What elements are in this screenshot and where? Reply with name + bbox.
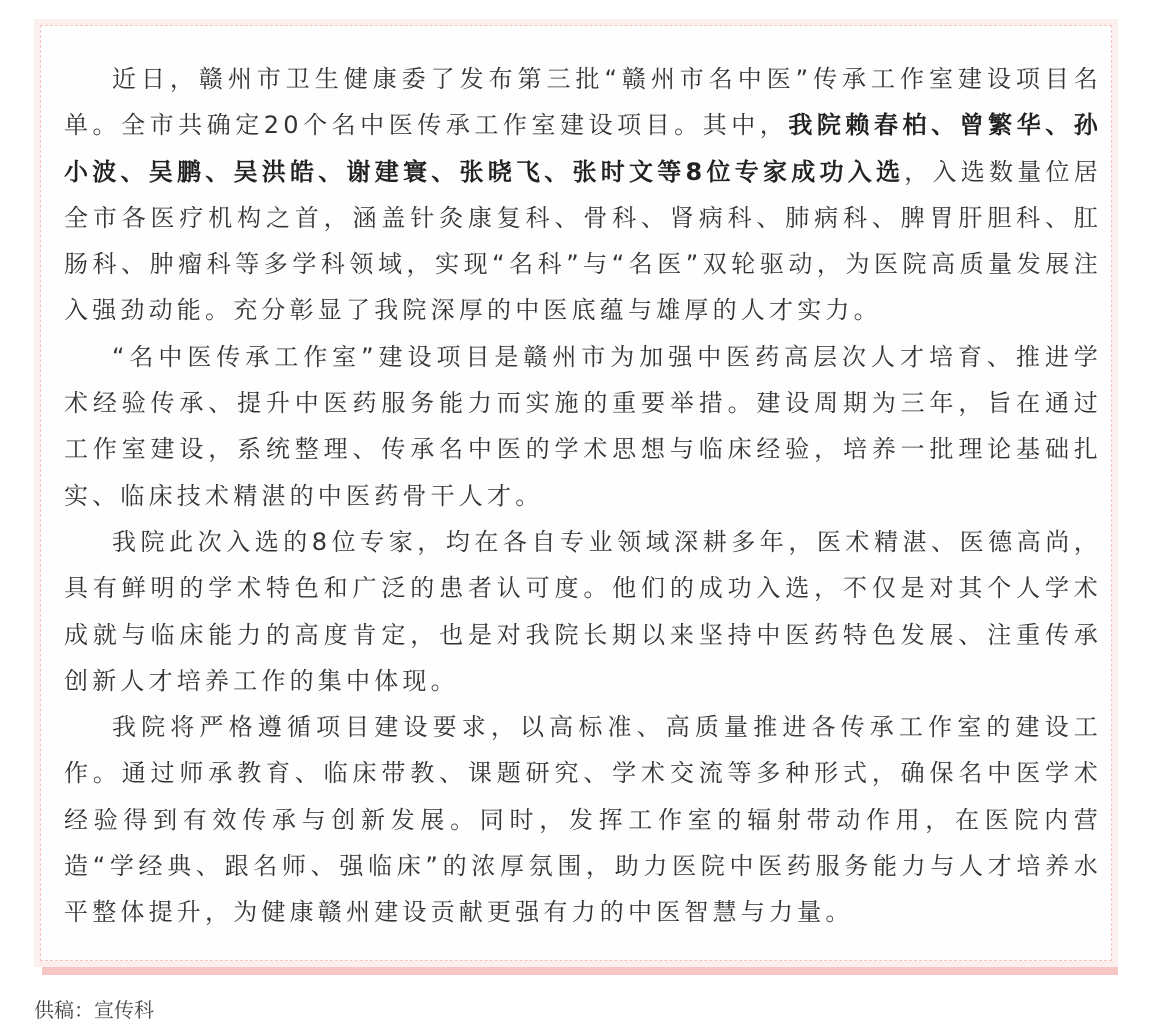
article-box: [34, 19, 1118, 967]
paragraph-3: 我院此次入选的8位专家，均在各自专业领域深耕多年，医术精湛、医德高尚，具有鲜明的学术特色和广泛的患者认可度。他们的成功入选，不仅是对其个人学术成就与临床能力的高度肯定，也是对我院长期以来坚持中医药特色发展、注重传承创新人才培养工作的集中体现。: [64, 527, 1102, 695]
paragraph-1-highlight: 我院赖春柏、曾繁华、孙小波、吴鹏、吴洪皓、谢建寰、张晓飞、张时文等8位专家成功入选: [64, 111, 1102, 186]
paragraph-1-text-end: ，入选数量位居全市各医疗机构之首，涵盖针灸康复科、骨科、肾病科、肺病科、脾胃肝胆科、肛肠科、肿瘤科等多学科领域，实现“名科”与“名医”双轮驱动，为医院高质量发展注入强劲动能。充分彰显了我院深厚的中医底蕴与雄厚的人才实力。: [64, 157, 1102, 325]
article-body: [64, 56, 1102, 936]
decorative-bottom-bar: [42, 967, 1118, 975]
paragraph-1-text: 近日，赣州市卫生健康委了发布第三批“赣州市名中医”传承工作室建设项目名单。全市共确定20个名中医传承工作室建设项目。其中，: [64, 65, 1102, 140]
source-credit: 供稿：宣传科: [34, 998, 154, 1022]
article-dashed-frame: [40, 25, 1112, 961]
paragraph-2: “名中医传承工作室”建设项目是赣州市为加强中医药高层次人才培育、推进学术经验传承、提升中医药服务能力而实施的重要举措。建设周期为三年，旨在通过工作室建设，系统整理、传承名中医的学术思想与临床经验，培养一批理论基础扎实、临床技术精湛的中医药骨干人才。: [64, 342, 1102, 510]
paragraph-1: [64, 56, 1102, 334]
paragraph-4: 我院将严格遵循项目建设要求，以高标准、高质量推进各传承工作室的建设工作。通过师承教育、临床带教、课题研究、学术交流等多种形式，确保名中医学术经验得到有效传承与创新发展。同时，发挥工作室的辐射带动作用，在医院内营造“学经典、跟名师、强临床”的浓厚氛围，助力医院中医药服务能力与人才培养水平整体提升，为健康赣州建设贡献更强有力的中医智慧与力量。: [64, 713, 1102, 927]
